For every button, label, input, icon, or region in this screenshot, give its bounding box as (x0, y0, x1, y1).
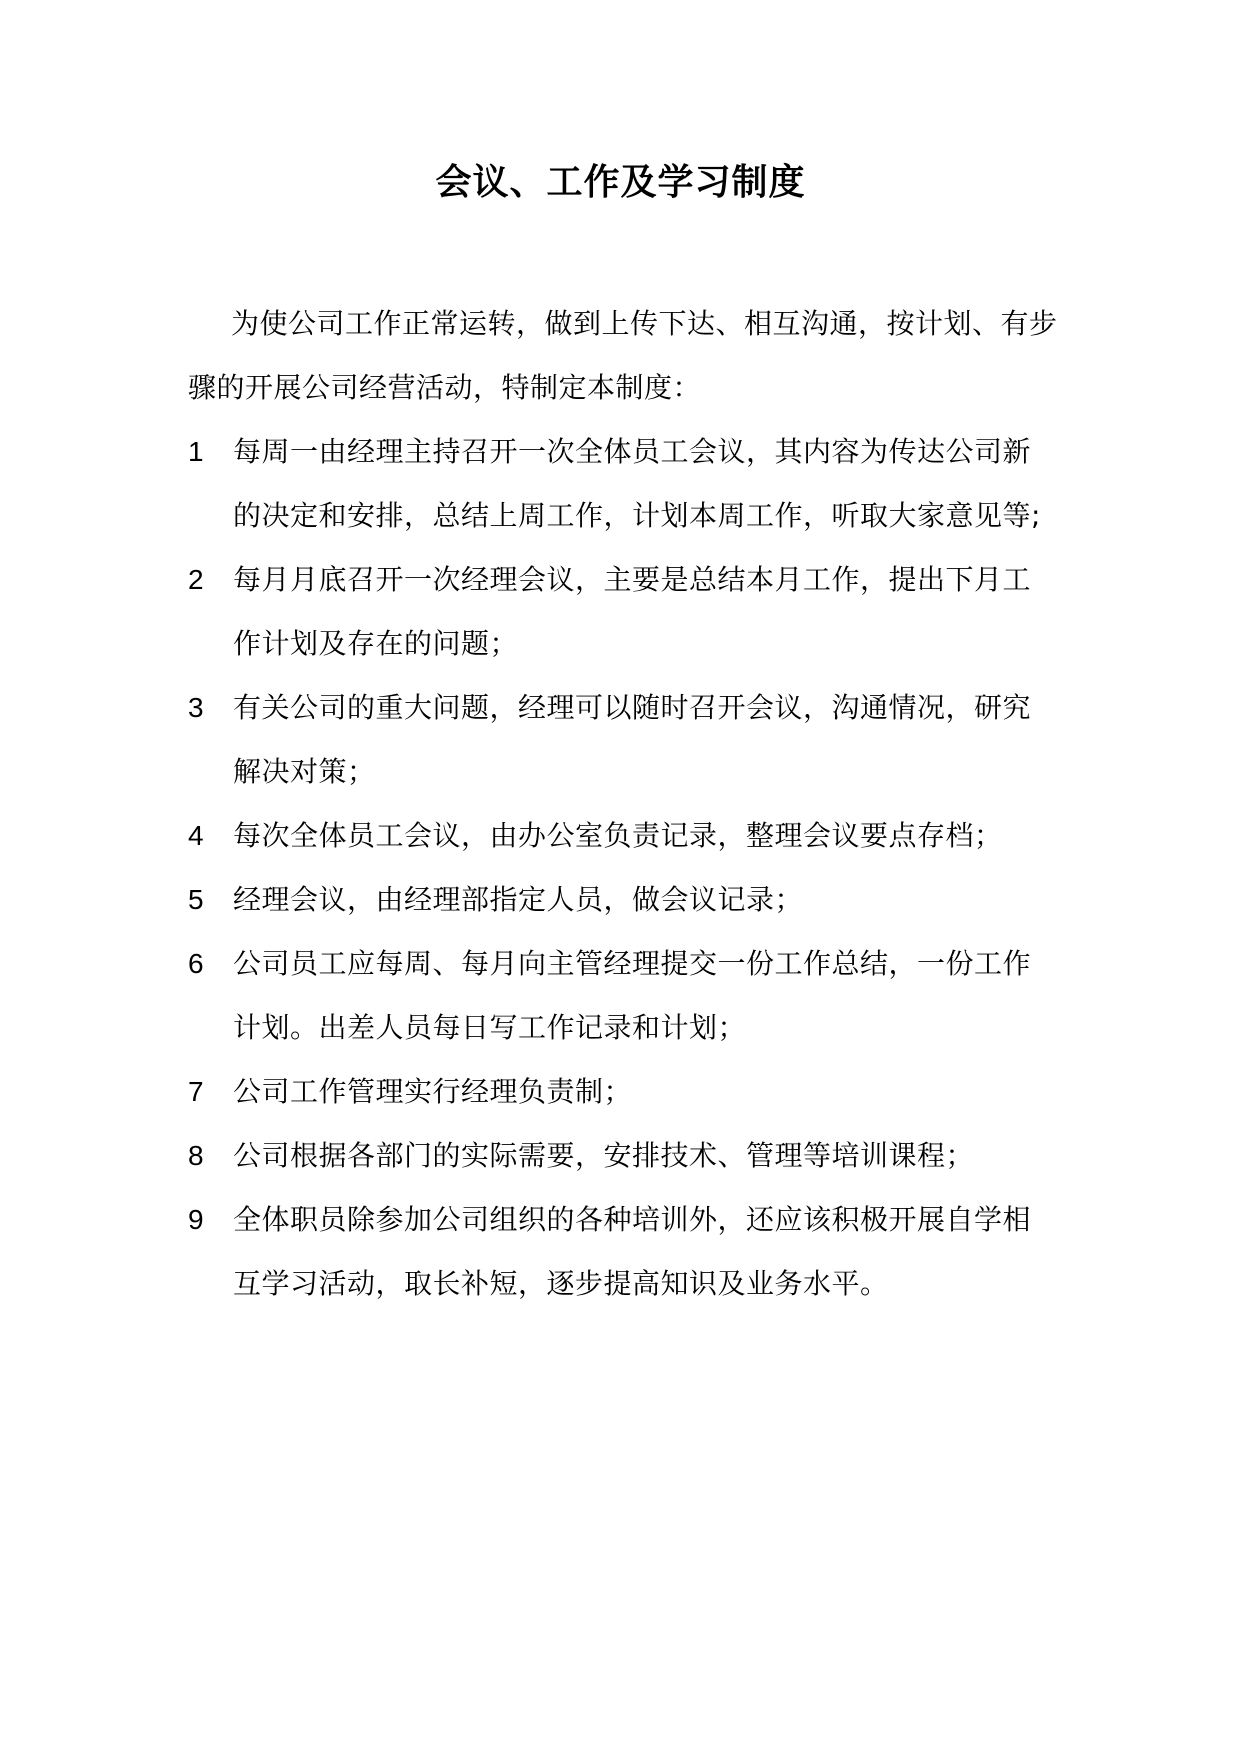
item-number: 8 (188, 1140, 205, 1171)
item-text: 公司根据各部门的实际需要，安排技术、管理等培训课程； (233, 1139, 975, 1172)
list-item (188, 868, 1058, 932)
list-item (188, 548, 1058, 676)
item-number: 9 (188, 1204, 205, 1235)
list-item (188, 932, 1058, 1060)
item-text: 公司员工应每周、每月向主管经理提交一份工作总结，一份工作计划。出差人员每日写工作记录和计划； (233, 947, 1032, 1044)
item-text: 每周一由经理主持召开一次全体员工会议，其内容为传达公司新的决定和安排，总结上周工作，计划本周工作，听取大家意见等; (233, 435, 1041, 532)
item-text: 每月月底召开一次经理会议，主要是总结本月工作，提出下月工作计划及存在的问题； (233, 563, 1032, 660)
list-item (188, 1060, 1058, 1124)
list-item (188, 676, 1058, 804)
item-text: 全体职员除参加公司组织的各种培训外，还应该积极开展自学相互学习活动，取长补短，逐步提高知识及业务水平。 (233, 1203, 1032, 1300)
document-title: 会议、工作及学习制度 (435, 162, 806, 203)
item-number: 1 (188, 436, 205, 467)
item-number: 5 (188, 884, 205, 915)
list-item (188, 804, 1058, 868)
item-number: 3 (188, 692, 205, 723)
item-number: 6 (188, 948, 205, 979)
item-number: 4 (188, 820, 205, 851)
list-item (188, 1124, 1058, 1188)
list-item (188, 1188, 1058, 1316)
item-text: 经理会议，由经理部指定人员，做会议记录； (233, 883, 804, 916)
item-text: 每次全体员工会议，由办公室负责记录，整理会议要点存档； (233, 819, 1003, 852)
rules-list (188, 420, 1058, 1316)
item-number: 7 (188, 1076, 205, 1107)
item-text: 有关公司的重大问题，经理可以随时召开会议，沟通情况，研究解决对策； (233, 691, 1032, 788)
list-item (188, 420, 1058, 548)
item-number: 2 (188, 564, 205, 595)
intro-paragraph: 为使公司工作正常运转，做到上传下达、相互沟通，按计划、有步骤的开展公司经营活动，特制定本制度： (188, 307, 1058, 404)
item-text: 公司工作管理实行经理负责制； (233, 1075, 633, 1108)
